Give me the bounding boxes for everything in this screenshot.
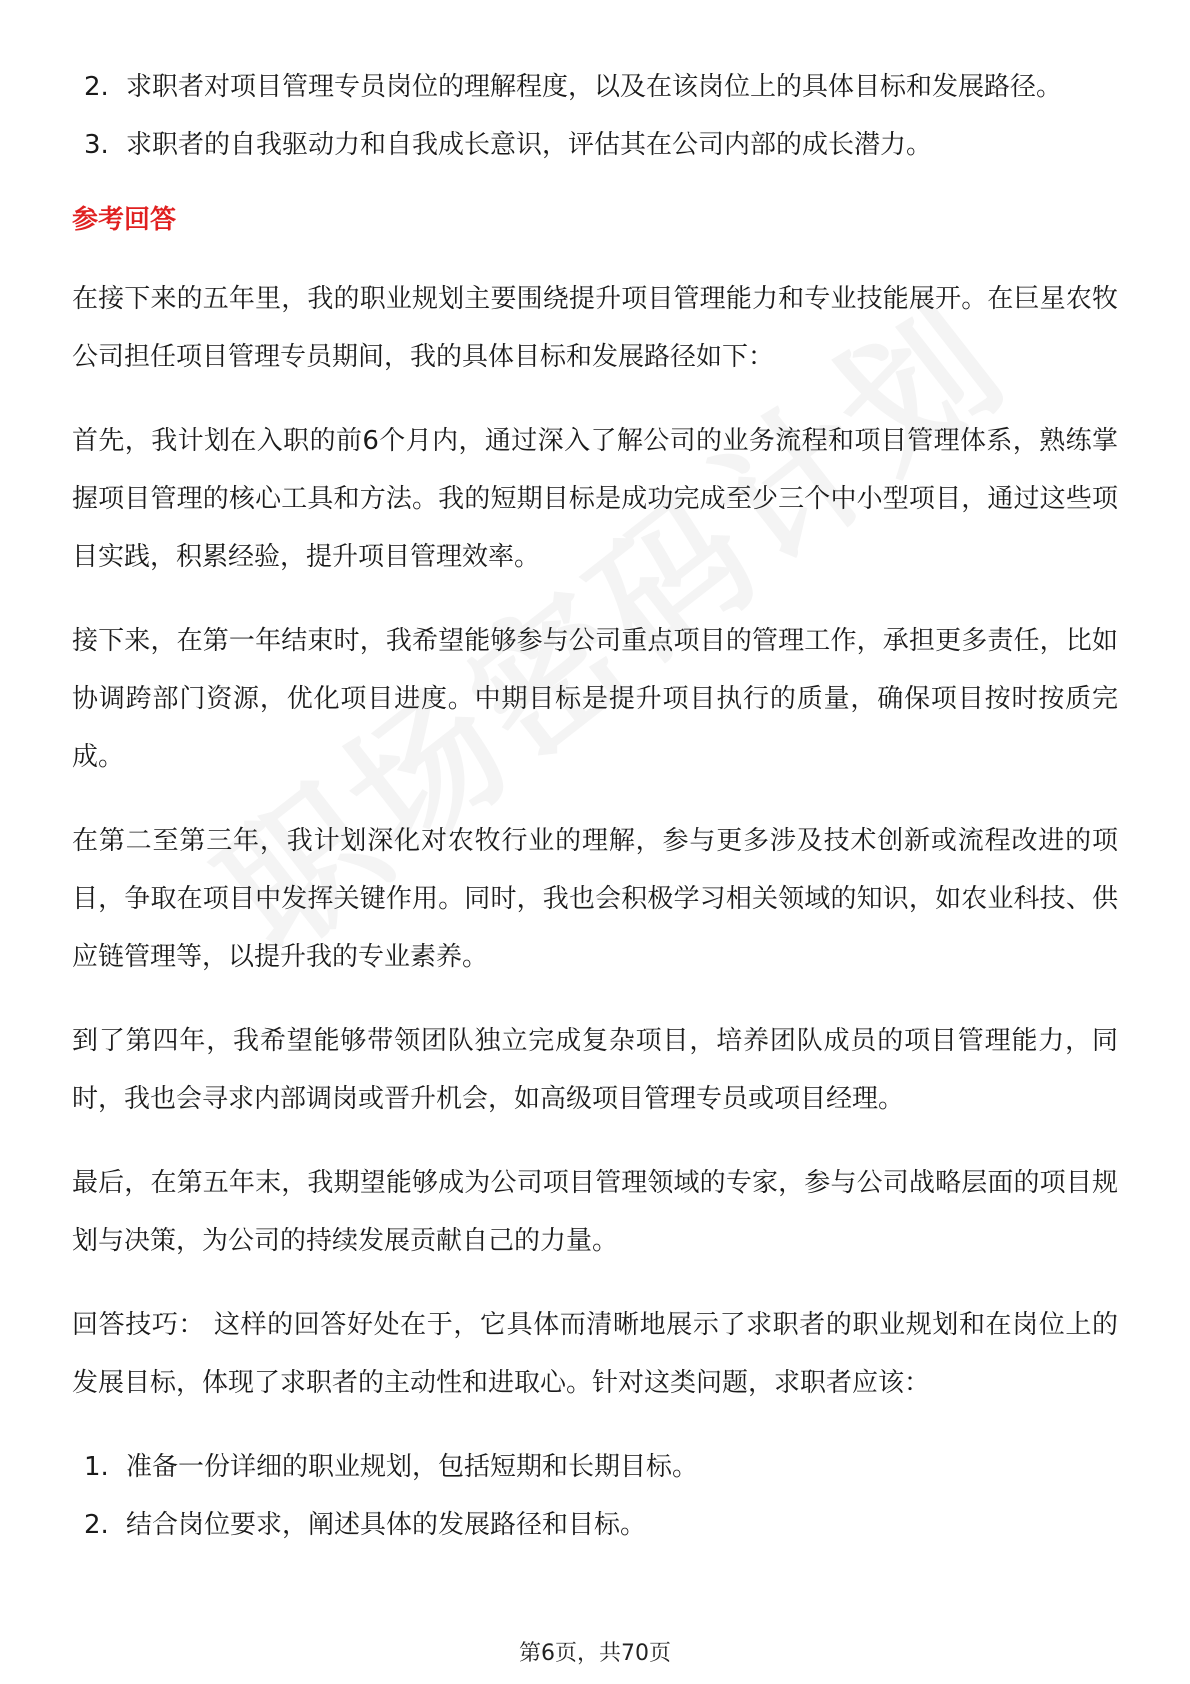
list-text: 求职者的自我驱动力和自我成长意识，评估其在公司内部的成长潜力。: [126, 130, 933, 160]
list-text: 求职者对项目管理专员岗位的理解程度，以及在该岗位上的具体目标和发展路径。: [126, 72, 1063, 102]
section-heading: 参考回答: [72, 205, 177, 235]
list-item: [72, 116, 1118, 174]
list-number: 3.: [84, 130, 109, 160]
list-text: 准备一份详细的职业规划，包括短期和长期目标。: [126, 1452, 699, 1482]
list-item: [72, 1438, 1118, 1496]
paragraph: 首先，我计划在入职的前6个月内，通过深入了解公司的业务流程和项目管理体系，熟练掌握项目管理的核心工具和方法。我的短期目标是成功完成至少三个中小型项目，通过这些项目实践，积累经验，提升项目管理效率。: [72, 426, 1118, 572]
list-item: [72, 1496, 1118, 1554]
criteria-list: [72, 58, 1118, 174]
list-text: 结合岗位要求，阐述具体的发展路径和目标。: [126, 1510, 647, 1540]
paragraph: 最后，在第五年末，我期望能够成为公司项目管理领域的专家，参与公司战略层面的项目规划与决策，为公司的持续发展贡献自己的力量。: [72, 1168, 1118, 1256]
answer-tips-paragraph: 回答技巧： 这样的回答好处在于，它具体而清晰地展示了求职者的职业规划和在岗位上的发展目标，体现了求职者的主动性和进取心。针对这类问题，求职者应该：: [72, 1310, 1118, 1398]
list-number: 2.: [84, 1510, 109, 1540]
paragraph: 在第二至第三年，我计划深化对农牧行业的理解，参与更多涉及技术创新或流程改进的项目，争取在项目中发挥关键作用。同时，我也会积极学习相关领域的知识，如农业科技、供应链管理等，以提升我的专业素养。: [72, 826, 1118, 972]
page-footer: 第6页，共70页: [519, 1641, 671, 1666]
tips-list: [72, 1438, 1118, 1554]
list-number: 2.: [84, 72, 109, 102]
paragraph: 到了第四年，我希望能够带领团队独立完成复杂项目，培养团队成员的项目管理能力，同时，我也会寻求内部调岗或晋升机会，如高级项目管理专员或项目经理。: [72, 1026, 1118, 1114]
list-number: 1.: [84, 1452, 109, 1482]
list-item: [72, 58, 1118, 116]
paragraph: 接下来，在第一年结束时，我希望能够参与公司重点项目的管理工作，承担更多责任，比如协调跨部门资源，优化项目进度。中期目标是提升项目执行的质量，确保项目按时按质完成。: [72, 626, 1118, 772]
paragraph: 在接下来的五年里，我的职业规划主要围绕提升项目管理能力和专业技能展开。在巨星农牧公司担任项目管理专员期间，我的具体目标和发展路径如下：: [72, 284, 1118, 372]
page-content: [72, 58, 1118, 1554]
